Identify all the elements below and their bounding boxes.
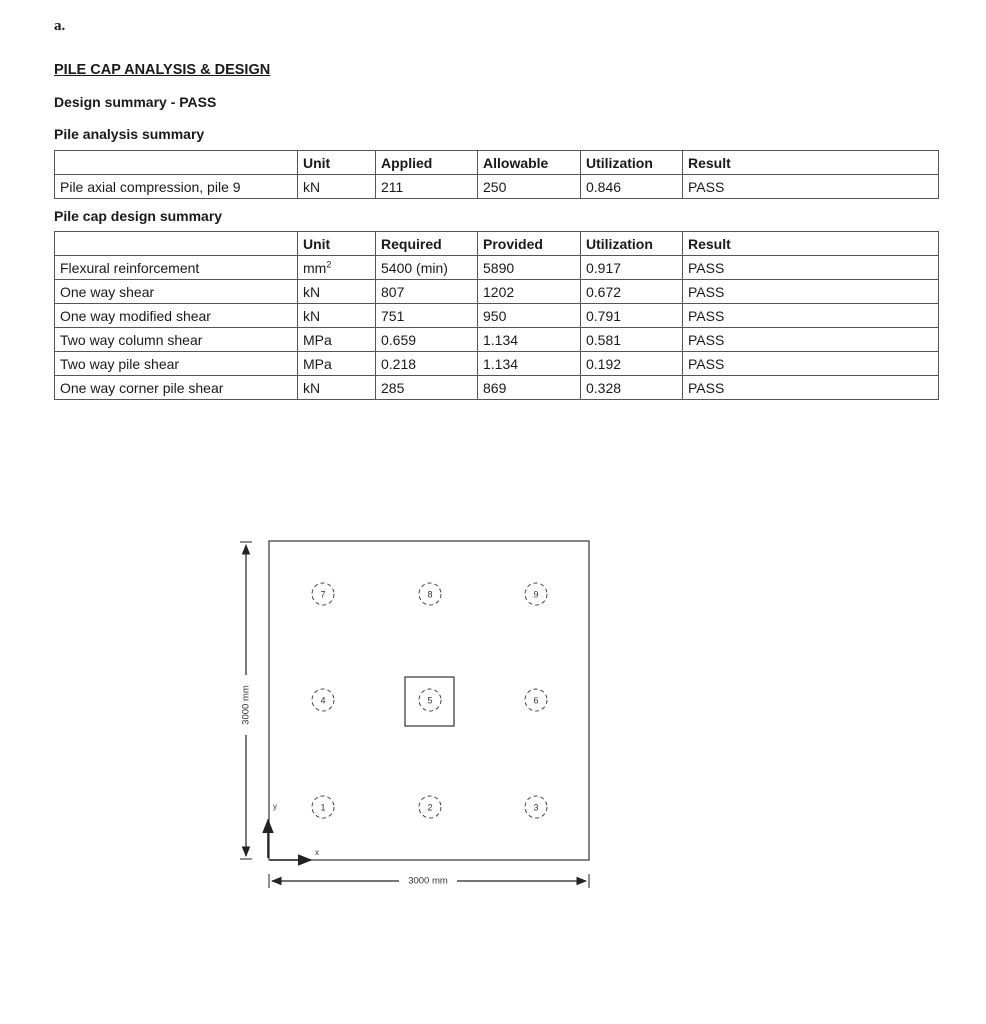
- unit-superscript: 2: [326, 258, 332, 269]
- width-dimension-label: 3000 mm: [408, 875, 448, 887]
- section-label: a.: [54, 18, 66, 34]
- row-required: 285: [376, 376, 478, 400]
- pile-9: [525, 583, 547, 605]
- row-result: PASS: [683, 175, 939, 199]
- row-required: 807: [376, 280, 478, 304]
- page-title: PILE CAP ANALYSIS & DESIGN: [54, 62, 271, 78]
- row-applied: 211: [376, 175, 478, 199]
- pile-label: 1: [320, 802, 326, 813]
- design-summary-heading: Design summary - PASS: [54, 94, 217, 110]
- pile-label: 2: [427, 802, 433, 813]
- pile-label: 5: [427, 695, 433, 706]
- row-allowable: 250: [478, 175, 581, 199]
- row-provided: 950: [478, 304, 581, 328]
- pile-label: 7: [320, 589, 326, 600]
- header-unit: Unit: [298, 151, 376, 175]
- row-name: Two way column shear: [55, 328, 298, 352]
- row-utilization: 0.192: [581, 352, 683, 376]
- row-name: Pile axial compression, pile 9: [55, 175, 298, 199]
- row-result: PASS: [683, 256, 939, 280]
- row-result: PASS: [683, 328, 939, 352]
- pile-1: [312, 796, 334, 818]
- row-result: PASS: [683, 304, 939, 328]
- row-unit: kN: [298, 280, 376, 304]
- row-utilization: 0.581: [581, 328, 683, 352]
- pile-8: [419, 583, 441, 605]
- row-unit: kN: [298, 175, 376, 199]
- row-name: One way modified shear: [55, 304, 298, 328]
- pile-label: 8: [427, 589, 433, 600]
- header-applied: Applied: [376, 151, 478, 175]
- pile-analysis-heading: Pile analysis summary: [54, 126, 205, 142]
- pile-2: [419, 796, 441, 818]
- row-provided: 1202: [478, 280, 581, 304]
- header-result: Result: [683, 232, 939, 256]
- x-axis-label: x: [315, 848, 319, 857]
- row-utilization: 0.846: [581, 175, 683, 199]
- pile-6: [525, 689, 547, 711]
- row-utilization: 0.791: [581, 304, 683, 328]
- header-utilization: Utilization: [581, 232, 683, 256]
- row-name: Two way pile shear: [55, 352, 298, 376]
- row-name: Flexural reinforcement: [55, 256, 298, 280]
- row-unit: kN: [298, 304, 376, 328]
- y-axis-label: y: [273, 802, 277, 811]
- row-unit: kN: [298, 376, 376, 400]
- row-required: 751: [376, 304, 478, 328]
- row-provided: 1.134: [478, 352, 581, 376]
- header-unit: Unit: [298, 232, 376, 256]
- header-result: Result: [683, 151, 939, 175]
- pile-label: 6: [533, 695, 539, 706]
- row-name: One way corner pile shear: [55, 376, 298, 400]
- pile-5: [419, 689, 441, 711]
- header-allowable: Allowable: [478, 151, 581, 175]
- pile-cap-design-heading: Pile cap design summary: [54, 208, 223, 224]
- pile-3: [525, 796, 547, 818]
- row-unit: MPa: [298, 328, 376, 352]
- row-name: One way shear: [55, 280, 298, 304]
- row-utilization: 0.672: [581, 280, 683, 304]
- header-required: Required: [376, 232, 478, 256]
- row-result: PASS: [683, 352, 939, 376]
- pile-4: [312, 689, 334, 711]
- row-required: 5400 (min): [376, 256, 478, 280]
- header-provided: Provided: [478, 232, 581, 256]
- pile-label: 3: [533, 802, 539, 813]
- row-result: PASS: [683, 280, 939, 304]
- unit-text: mm: [303, 259, 327, 276]
- row-utilization: 0.917: [581, 256, 683, 280]
- row-result: PASS: [683, 376, 939, 400]
- row-required: 0.659: [376, 328, 478, 352]
- pile-label: 9: [533, 589, 539, 600]
- row-provided: 869: [478, 376, 581, 400]
- pile-group: [312, 583, 547, 818]
- row-required: 0.218: [376, 352, 478, 376]
- row-unit: MPa: [298, 352, 376, 376]
- row-provided: 1.134: [478, 328, 581, 352]
- row-provided: 5890: [478, 256, 581, 280]
- pile-7: [312, 583, 334, 605]
- header-utilization: Utilization: [581, 151, 683, 175]
- row-utilization: 0.328: [581, 376, 683, 400]
- height-dimension-label: 3000 mm: [240, 685, 252, 725]
- pile-label: 4: [320, 695, 326, 706]
